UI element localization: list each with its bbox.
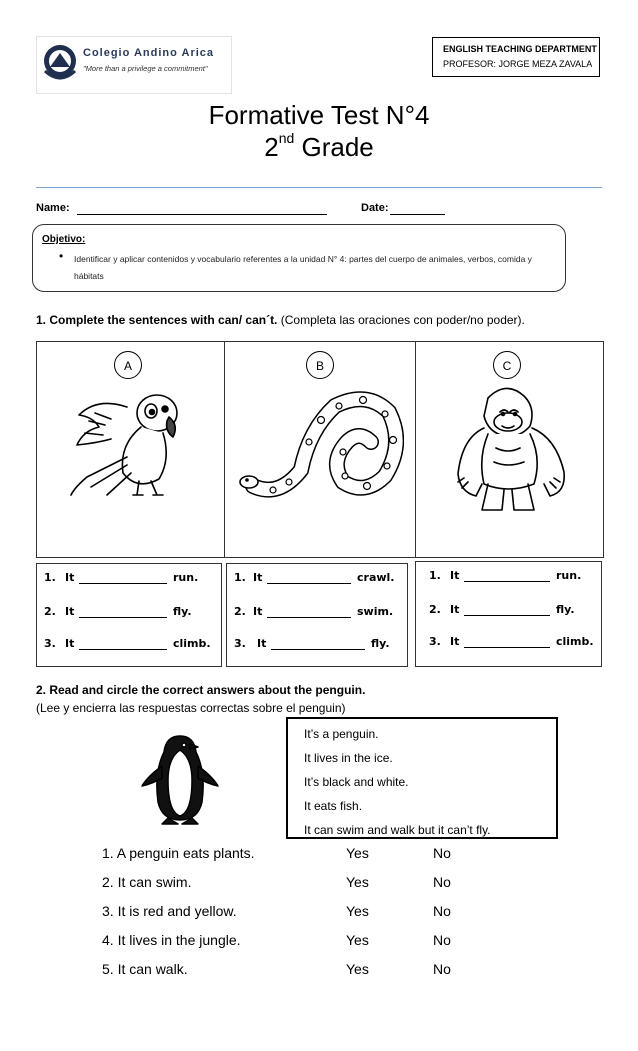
sentence-verb: run. [556,569,582,582]
animal-cell-c [415,341,604,558]
date-label: Date: [361,202,389,214]
sentence-verb: fly. [371,637,390,650]
sentence-subject: It [65,571,75,584]
answer-blank[interactable] [79,583,167,584]
sentence-number: 1. [234,571,246,584]
yes-option[interactable]: Yes [346,874,369,890]
school-logo [36,36,232,94]
fact-line: It eats fish. [304,799,363,813]
grade-number: 2 [264,132,279,162]
answer-blank[interactable] [267,617,351,618]
answer-blank[interactable] [79,649,167,650]
sentence-number: 1. [429,569,441,582]
answer-blank[interactable] [271,649,365,650]
penguin-facts-box [286,717,558,839]
yes-option[interactable]: Yes [346,845,369,861]
question-text: 3. It is red and yellow. [102,903,237,919]
no-option[interactable]: No [433,845,451,861]
sentence-number: 2. [429,603,441,616]
yes-option[interactable]: Yes [346,932,369,948]
sentence-subject: It [450,635,460,648]
sentence-verb: climb. [173,637,211,650]
sentence-subject: It [253,571,263,584]
department-box [432,37,600,77]
question-text: 2. It can swim. [102,874,192,890]
exercise2-instruction: 2. Read and circle the correct answers about the penguin. [36,683,366,697]
sentence-number: 3. [234,637,246,650]
sentence-verb: run. [173,571,199,584]
letter-circle-b: B [306,351,334,379]
no-option[interactable]: No [433,874,451,890]
penguin-icon [140,732,220,826]
sentence-verb: fly. [173,605,192,618]
fact-line: It’s black and white. [304,775,409,789]
letter-circle-c: C [493,351,521,379]
grade-suffix: nd [278,130,295,146]
answer-blank[interactable] [464,647,550,648]
sentences-box-a [36,563,222,667]
school-name: Colegio Andino Arica [83,47,215,59]
animal-cell-b [224,341,416,558]
sentence-subject: It [65,605,75,618]
sentence-verb: crawl. [357,571,395,584]
sentence-verb: climb. [556,635,594,648]
animal-cell-a [36,341,225,558]
grade-title [0,132,638,163]
sentence-number: 2. [234,605,246,618]
name-field[interactable] [77,214,327,215]
sentence-subject: It [450,603,460,616]
no-option[interactable]: No [433,903,451,919]
question-text: 4. It lives in the jungle. [102,932,241,948]
sentence-number: 3. [429,635,441,648]
department-name: ENGLISH TEACHING DEPARTMENT [443,44,597,54]
sentence-subject: It [450,569,460,582]
objective-title: Objetivo: [42,234,86,245]
fact-line: It lives in the ice. [304,751,393,765]
sentence-number: 3. [44,637,56,650]
sentence-subject: It [65,637,75,650]
date-field[interactable] [390,214,445,215]
question-text: 5. It can walk. [102,961,188,977]
answer-blank[interactable] [267,583,351,584]
school-tagline: "More than a privilege a commitment" [83,64,208,73]
grade-word: Grade [301,132,374,162]
no-option[interactable]: No [433,932,451,948]
question-text: 1. A penguin eats plants. [102,845,255,861]
sentences-box-b [226,563,408,667]
yes-option[interactable]: Yes [346,903,369,919]
test-title: Formative Test N°4 [208,100,430,130]
sentence-verb: fly. [556,603,575,616]
letter-circle-a: A [114,351,142,379]
answer-blank[interactable] [464,581,550,582]
gorilla-icon [448,378,578,518]
exercise1-instruction-plain: (Completa las oraciones con poder/no poder). [280,313,525,327]
name-label: Name: [36,202,70,214]
answer-blank[interactable] [464,615,550,616]
snake-icon [239,390,404,500]
objective-box [32,224,566,292]
parrot-icon [67,387,202,502]
header-divider [36,187,602,188]
logo-emblem-icon [41,41,79,87]
sentence-number: 2. [44,605,56,618]
sentence-number: 1. [44,571,56,584]
fact-line: It can swim and walk but it can’t fly. [304,823,491,837]
sentence-subject: It [253,605,263,618]
bullet-icon: • [59,249,64,263]
objective-text: Identificar y aplicar contenidos y vocabulario referentes a la unidad N° 4: partes del cuerpo de animales, verbos, comida y hábitats [74,254,532,281]
fact-line: It’s a penguin. [304,727,379,741]
teacher-name: PROFESOR: JORGE MEZA ZAVALA [443,59,593,69]
exercise1-instruction [36,313,525,327]
sentence-subject: It [257,637,267,650]
yes-option[interactable]: Yes [346,961,369,977]
exercise1-instruction-bold: 1. Complete the sentences with can/ can´t. [36,313,278,327]
sentences-box-c [415,561,602,667]
exercise2-instruction-es: (Lee y encierra las respuestas correctas sobre el penguin) [36,701,346,715]
answer-blank[interactable] [79,617,167,618]
no-option[interactable]: No [433,961,451,977]
sentence-verb: swim. [357,605,394,618]
